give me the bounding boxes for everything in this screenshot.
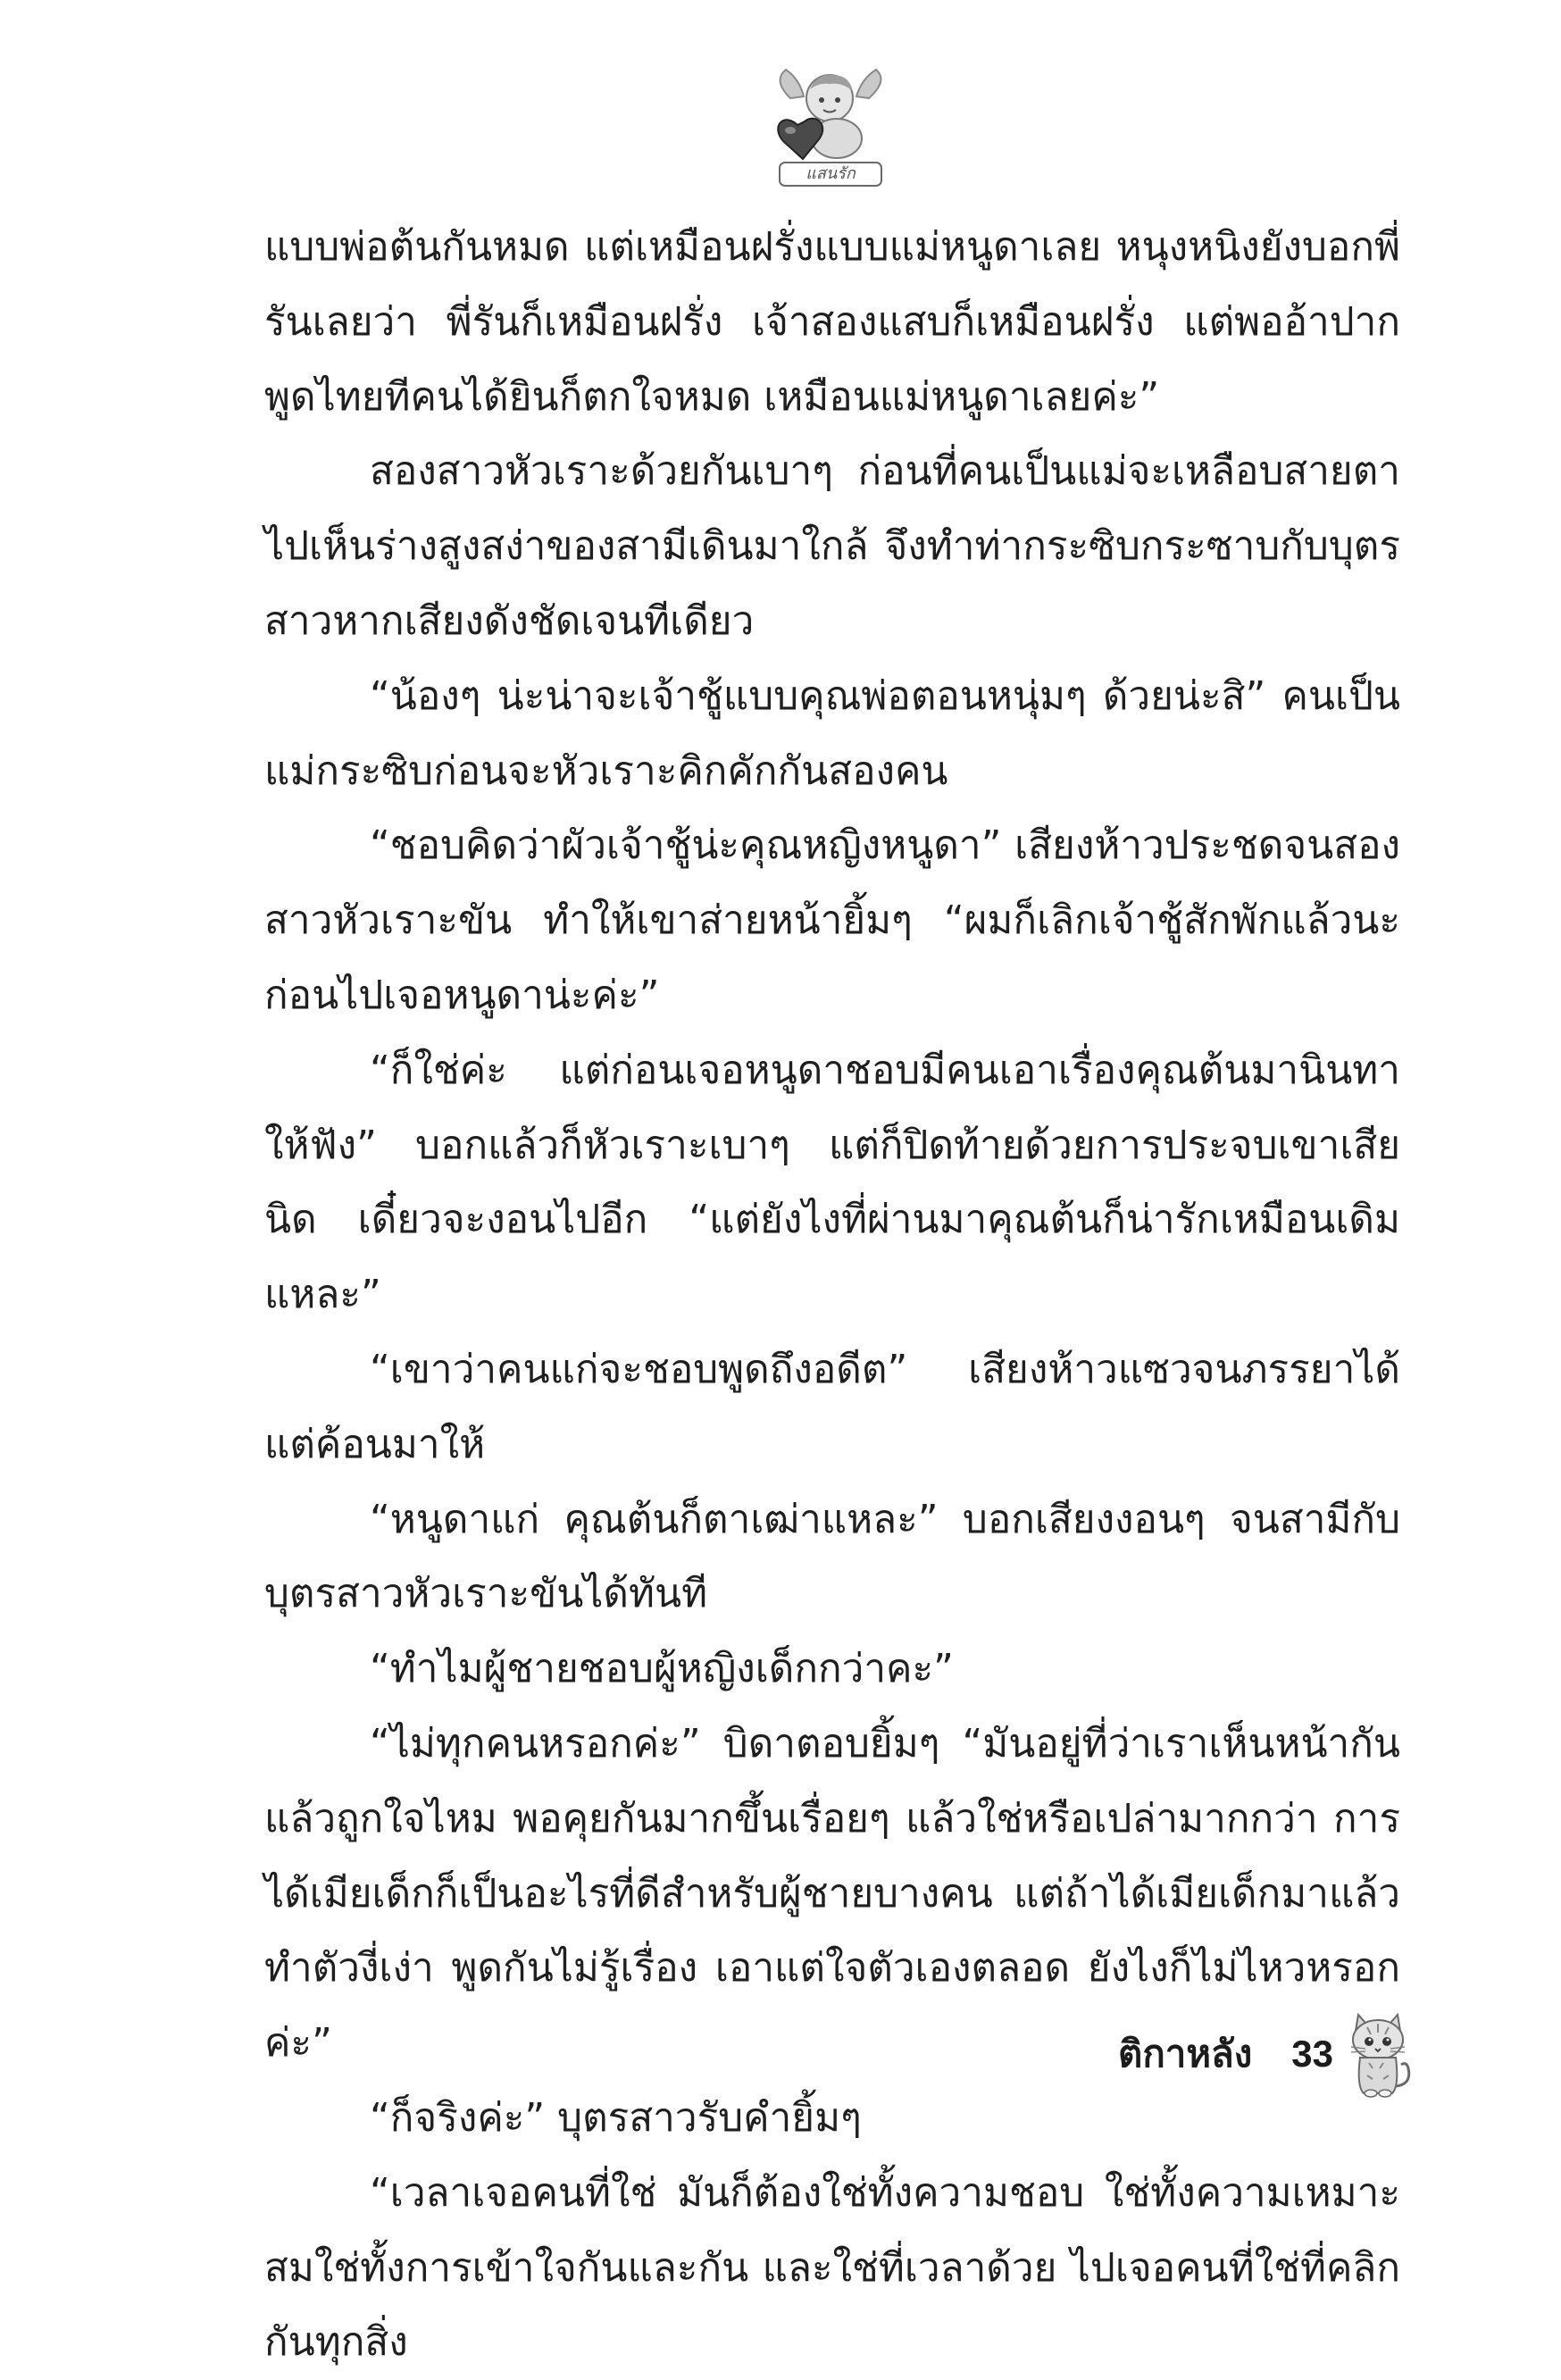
paragraph: “หนูดาแก่ คุณต้นก็ตาเฒ่าแหละ” บอกเสียงงอนๆ จนสามีกับบุตรสาวหัวเราะขันได้ทันที — [264, 1496, 1400, 1617]
paragraph: “ทำไมผู้ชายชอบผู้หญิงเด็กกว่าคะ” — [370, 1646, 954, 1692]
paragraph: “ก็จริงค่ะ” บุตรสาวรับคำยิ้มๆ — [370, 2094, 862, 2141]
paragraph: “ชอบคิดว่าผัวเจ้าชู้น่ะคุณหญิงหนูดา” เสียงห้าวประชดจนสองสาวหัวเราะขัน ทำให้เขาส่ายหน้ายิ้มๆ “ผมก็เลิกเจ้าชู้สักพักแล้วนะ ก่อนไปเจอหนูดาน่ะค่ะ” — [264, 823, 1400, 1018]
paragraph: สองสาวหัวเราะด้วยกันเบาๆ ก่อนที่คนเป็นแม่จะเหลือบสายตาไปเห็นร่างสูงสง่าของสามีเดินมาใกล้ จึงทำท่ากระซิบกระซาบกับบุตรสาวหากเสียงดังชัดเจนทีเดียว — [264, 448, 1400, 644]
paragraph: แบบพ่อต้นกันหมด แต่เหมือนฝรั่งแบบแม่หนูดาเลย หนุงหนิงยังบอกพี่รันเลยว่า พี่รันก็เหมือนฝรั่ง เจ้าสองแสบก็เหมือนฝรั่ง แต่พออ้าปากพูดไทยทีคนได้ยินก็ตกใจหมด เหมือนแม่หนูดาเลยค่ะ” — [264, 224, 1400, 420]
paragraph: “ก็ใช่ค่ะ แต่ก่อนเจอหนูดาชอบมีคนเอาเรื่องคุณต้นมานินทาให้ฟัง” บอกแล้วก็หัวเราะเบาๆ แต่ก็ปิดท้ายด้วยการประจบเขาเสียนิด เดี๋ยวจะงอนไปอีก “แต่ยังไงที่ผ่านมาคุณต้นก็น่ารักเหมือนเดิมแหละ” — [264, 1047, 1400, 1318]
logo-text: แสนรัก — [806, 164, 856, 183]
kitten-icon — [1342, 2009, 1414, 2099]
header-logo — [764, 63, 897, 196]
paragraph: “น้องๆ น่ะน่าจะเจ้าชู้แบบคุณพ่อตอนหนุ่มๆ ด้วยน่ะสิ” คนเป็นแม่กระซิบก่อนจะหัวเราะคิกคักกันสองคน — [264, 672, 1400, 794]
book-title: ติกาหลัง — [1118, 2032, 1253, 2075]
page-footer — [1118, 2009, 1414, 2099]
paragraph: “เขาว่าคนแก่จะชอบพูดถึงอดีต” เสียงห้าวแซวจนภรรยาได้แต่ค้อนมาให้ — [264, 1346, 1400, 1467]
page-number: 33 — [1291, 2033, 1333, 2075]
paragraph: “ไม่ทุกคนหรอกค่ะ” บิดาตอบยิ้มๆ “มันอยู่ที่ว่าเราเห็นหน้ากันแล้วถูกใจไหม พอคุยกันมากขึ้นเรื่อยๆ แล้วใช่หรือเปล่ามากกว่า การได้เมียเด็กก็เป็นอะไรที่ดีสำหรับผู้ชายบางคน แต่ถ้าได้เมียเด็กมาแล้ว ทำตัวงี่เง่า พูดกันไม่รู้เรื่อง เอาแต่ใจตัวเองตลอด ยังไงก็ไม่ไหวหรอกค่ะ” — [264, 1720, 1400, 2067]
paragraph: “เวลาเจอคนที่ใช่ มันก็ต้องใช่ทั้งความชอบ ใช่ทั้งความเหมาะสมใช่ทั้งการเข้าใจกันและกัน และใช่ที่เวลาด้วย ไปเจอคนที่ใช่ที่คลิกกันทุกสิ่ง — [264, 2169, 1400, 2366]
